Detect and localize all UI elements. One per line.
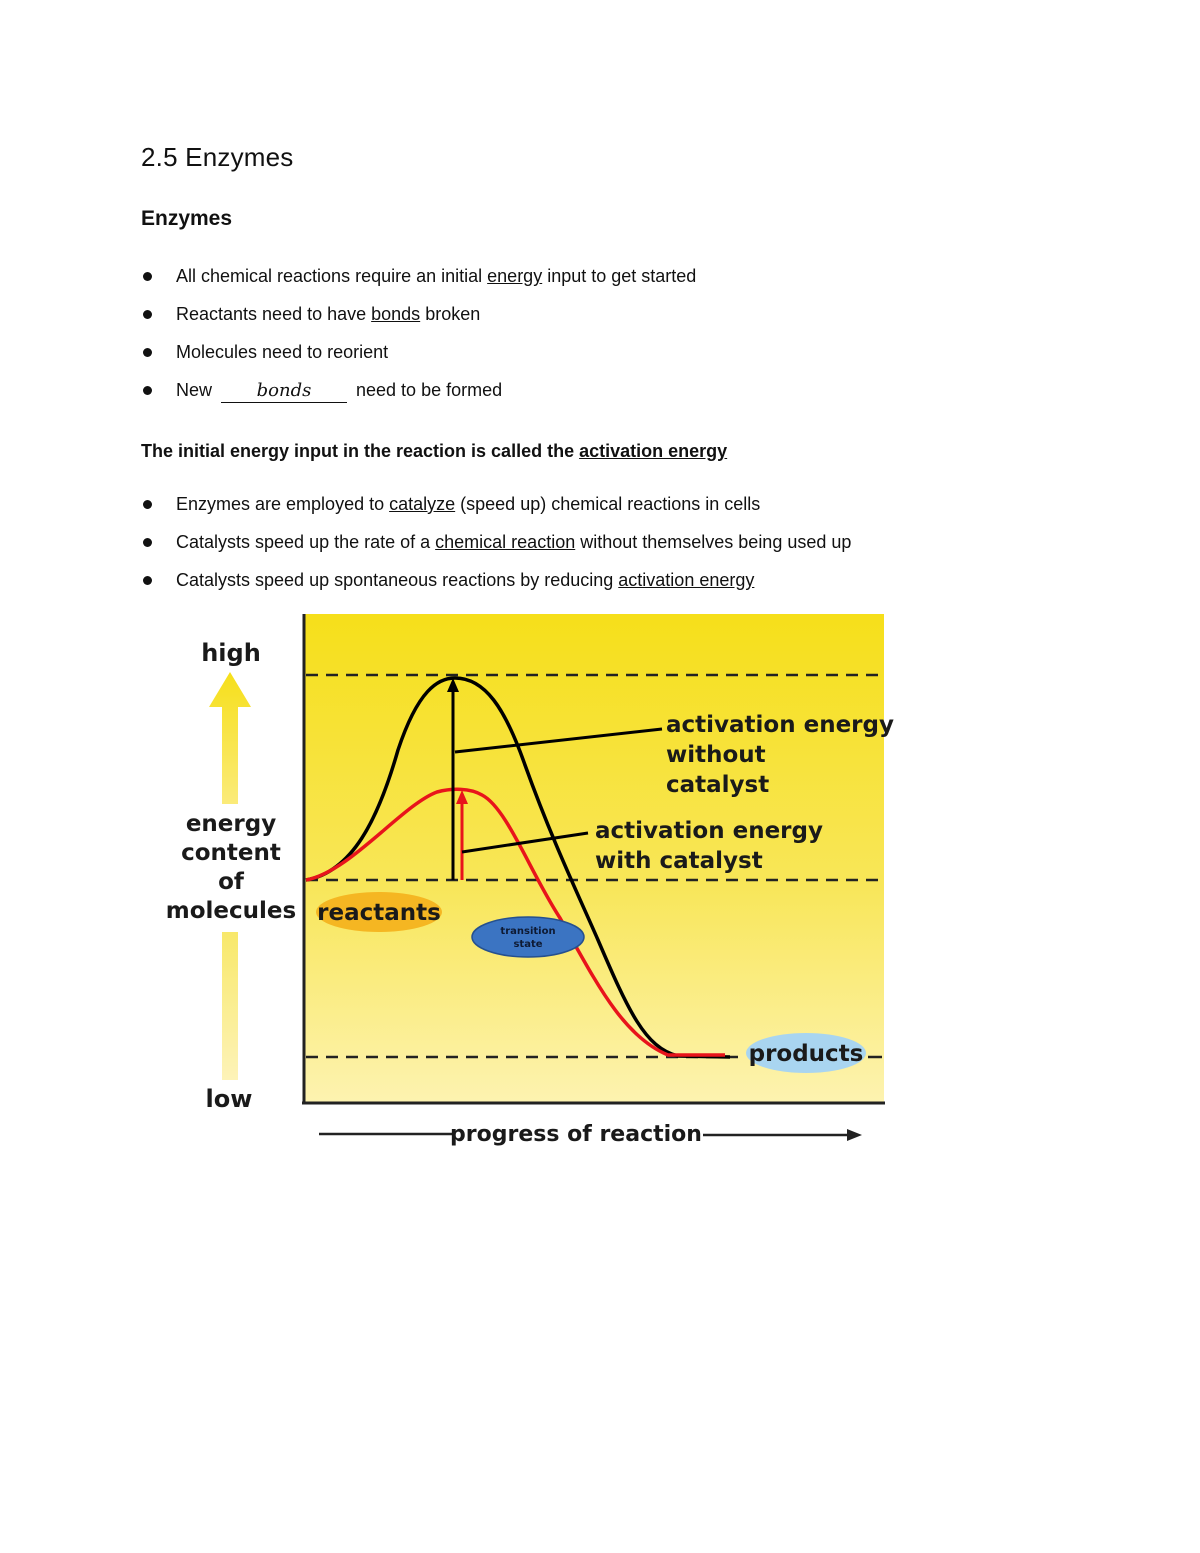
- bullet-list-requirements: [141, 263, 696, 415]
- reactants-label: reactants: [317, 900, 441, 926]
- underlined-term: catalyze: [389, 494, 456, 514]
- y-axis-title-line: of: [218, 869, 244, 895]
- bullet-icon: [143, 538, 152, 547]
- activation-energy-diagram: [0, 600, 1200, 1160]
- list-item: All chemical reactions require an initial energy input to get started: [141, 263, 696, 301]
- list-item: Molecules need to reorient: [141, 339, 696, 377]
- fill-in-blank: bonds: [221, 380, 347, 403]
- plot-background: [304, 614, 884, 1102]
- transition-state-badge: [472, 917, 584, 957]
- list-item: Catalysts speed up spontaneous reactions by reducing activation energy: [141, 567, 851, 605]
- y-axis-title-line: energy: [185, 811, 277, 837]
- bullet-icon: [143, 500, 152, 509]
- bullet-icon: [143, 310, 152, 319]
- x-axis-title: progress of reaction: [450, 1122, 702, 1147]
- list-item: New bonds need to be formed: [141, 377, 696, 415]
- x-axis-arrowhead-icon: [847, 1129, 862, 1141]
- label-catalyst-line: with catalyst: [595, 848, 763, 874]
- y-axis-title-line: content: [181, 840, 281, 866]
- list-item: Catalysts speed up the rate of a chemical reaction without themselves being used up: [141, 529, 851, 567]
- label-no-catalyst-line: activation energy: [666, 712, 894, 738]
- underlined-term: activation energy: [618, 570, 755, 590]
- underlined-term: activation energy: [579, 441, 728, 461]
- bullet-icon: [143, 348, 152, 357]
- y-axis-title-line: molecules: [165, 898, 297, 924]
- page-title: 2.5 Enzymes: [141, 142, 294, 172]
- label-no-catalyst-line: without: [666, 742, 766, 768]
- underlined-term: chemical reaction: [435, 532, 576, 552]
- list-item: Enzymes are employed to catalyze (speed up) chemical reactions in cells: [141, 491, 851, 529]
- products-label: products: [748, 1041, 864, 1067]
- transition-state-label: transition: [500, 926, 556, 937]
- label-catalyst-line: activation energy: [595, 818, 823, 844]
- transition-state-label: state: [513, 939, 543, 950]
- bullet-list-catalysts: [141, 491, 851, 605]
- bullet-icon: [143, 576, 152, 585]
- y-axis-low-label: low: [205, 1085, 253, 1113]
- underlined-term: energy: [487, 266, 543, 286]
- bullet-icon: [143, 272, 152, 281]
- section-heading: Enzymes: [141, 207, 233, 230]
- label-no-catalyst-line: catalyst: [666, 772, 770, 798]
- list-item: Reactants need to have bonds broken: [141, 301, 696, 339]
- underlined-term: bonds: [371, 304, 421, 324]
- low-arrow-bar: [222, 932, 238, 1080]
- y-axis-high-label: high: [201, 639, 261, 667]
- bullet-icon: [143, 386, 152, 395]
- high-arrow-icon: [209, 672, 251, 804]
- callout-statement: The initial energy input in the reaction is called the activation energy: [141, 441, 728, 461]
